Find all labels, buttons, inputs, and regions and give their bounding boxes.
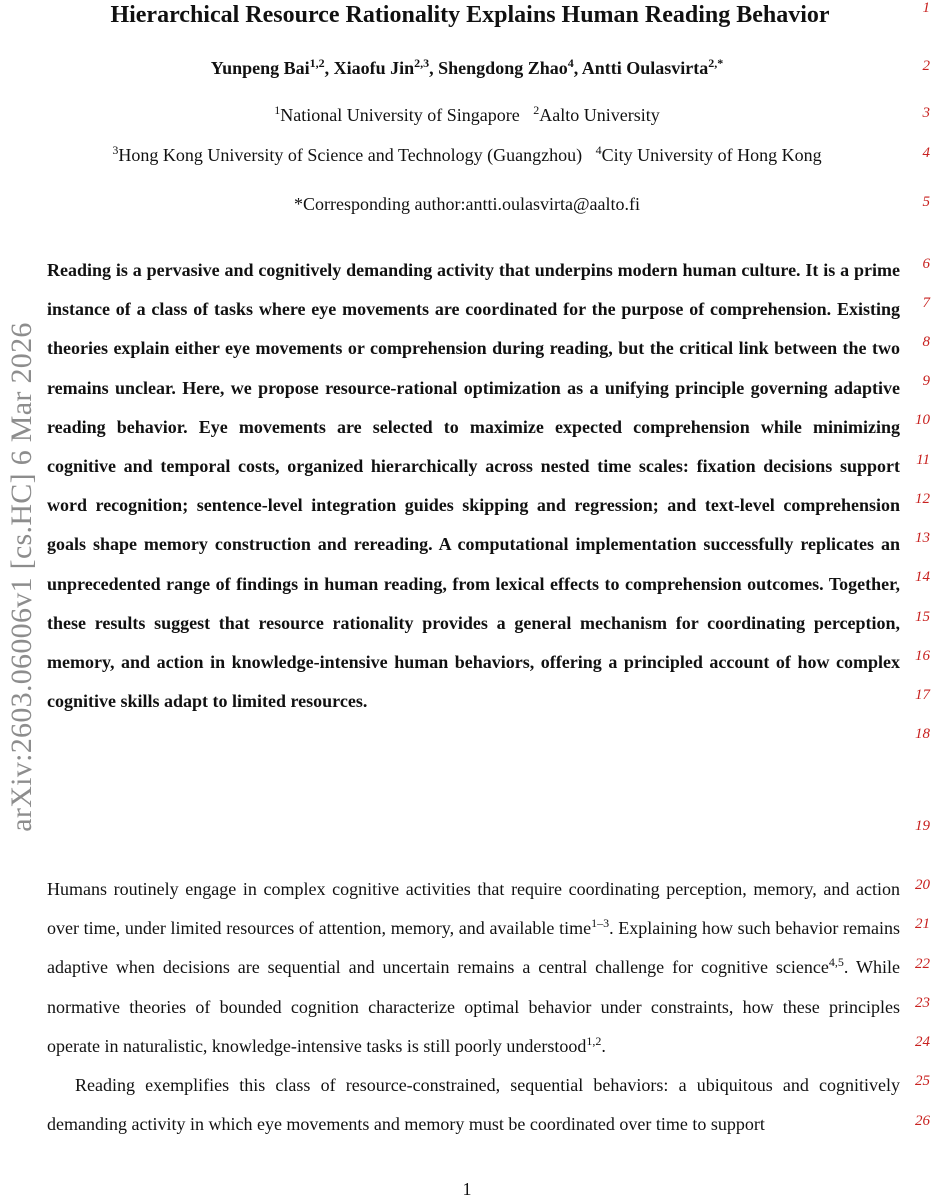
arxiv-id: arXiv:2603.06006v1 [cs.HC] 6 Mar 2026 bbox=[5, 322, 38, 832]
affiliation-mark: 1 bbox=[274, 103, 281, 117]
line-number: 25 bbox=[915, 1073, 930, 1089]
line-number: 20 bbox=[915, 877, 930, 893]
arxiv-stamp bbox=[0, 292, 44, 862]
author-name: Xiaofu Jin bbox=[333, 58, 415, 78]
author-affiliation-mark: 4 bbox=[567, 56, 574, 70]
line-number: 15 bbox=[915, 609, 930, 625]
citation[interactable]: 1–3 bbox=[591, 916, 610, 931]
line-number: 17 bbox=[915, 687, 930, 703]
line-number: 3 bbox=[922, 105, 930, 121]
corresponding-author: *Corresponding author:antti.oulasvirta@aalto.fi bbox=[294, 194, 640, 214]
line-number: 12 bbox=[915, 491, 930, 507]
line-number: 14 bbox=[915, 569, 930, 585]
line-number: 2 bbox=[922, 58, 930, 74]
abstract: Reading is a pervasive and cognitively demanding activity that underpins modern human culture. It is a prime instance of a class of tasks where eye movements are coordinated for the purpose of comprehension. Existing theories explain either eye movements or comprehension during reading, but the critical link between the two remains unclear. Here, we propose resource-rational optimization as a unifying principle governing adaptive reading behavior. Eye movements are selected to maximize expected comprehension while minimizing cognitive and temporal costs, organized hierarchically across nested time scales: fixation decisions support word recognition; sentence-level integration guides skipping and regression; and text-level comprehension goals shape memory construction and rereading. A computational implementation successfully replicates an unprecedented range of findings in human reading, from lexical effects to comprehension outcomes. Together, these results suggest that resource rationality provides a general mechanism for coordinating perception, memory, and action in knowledge-intensive human behaviors, offering a principled account of how complex cognitive skills adapt to limited resources. bbox=[47, 260, 900, 712]
author-name: Antti Oulasvirta bbox=[581, 58, 709, 78]
line-number: 18 bbox=[915, 726, 930, 742]
author-affiliation-mark: 1,2 bbox=[309, 56, 325, 70]
line-number: 9 bbox=[922, 373, 930, 389]
paragraph-text: . bbox=[601, 1035, 606, 1056]
affiliation-mark: 3 bbox=[112, 143, 119, 157]
line-number: 8 bbox=[922, 334, 930, 350]
affiliation-line-2 bbox=[0, 143, 934, 167]
affiliation: Hong Kong University of Science and Technology (Guangzhou) bbox=[118, 145, 583, 165]
line-number: 11 bbox=[916, 452, 930, 468]
line-number: 26 bbox=[915, 1113, 930, 1129]
line-number: 1 bbox=[922, 0, 930, 16]
paragraph-text: . Explaining how such behavior remains adaptive when decisions are sequential and uncertain remains a central challenge for cognitive science bbox=[47, 918, 900, 978]
paragraph-text: . While normative theories of bounded cognition characterize optimal behavior under constraints, how these principles operate in naturalistic, knowledge-intensive tasks is still poorly understood bbox=[47, 957, 900, 1056]
author-name: Shengdong Zhao bbox=[438, 58, 568, 78]
line-number: 7 bbox=[922, 295, 930, 311]
line-number: 19 bbox=[915, 818, 930, 834]
line-number: 22 bbox=[915, 956, 930, 972]
line-number: 10 bbox=[915, 412, 930, 428]
affiliation: National University of Singapore bbox=[280, 105, 520, 125]
body-paragraph: Reading exemplifies this class of resource-constrained, sequential behaviors: a ubiquitous and cognitively demanding activity in which eye movements and memory must be coordinated over time to support bbox=[47, 1075, 900, 1135]
affiliation: City University of Hong Kong bbox=[601, 145, 822, 165]
author-list: Yunpeng Bai$^{1,2}$, Xiaofu Jin$^{2,3}$, Shengdong Zhao$^4$, Antti Oulasvirta$^{2,*}$ bbox=[210, 56, 724, 78]
line-number: 23 bbox=[915, 995, 930, 1011]
affiliation-mark: 4 bbox=[595, 143, 602, 157]
body-paragraph bbox=[47, 870, 900, 1066]
affiliation: Aalto University bbox=[539, 105, 660, 125]
author-name: Yunpeng Bai bbox=[210, 58, 310, 78]
line-number: 4 bbox=[922, 145, 930, 161]
page-number: 1 bbox=[462, 1179, 472, 1199]
line-number: 5 bbox=[922, 194, 930, 210]
line-number: 16 bbox=[915, 648, 930, 664]
line-number: 13 bbox=[915, 530, 930, 546]
line-number: 24 bbox=[915, 1034, 930, 1050]
line-number: 21 bbox=[915, 916, 930, 932]
paper-title: Hierarchical Resource Rationality Explains Human Reading Behavior bbox=[110, 2, 830, 28]
line-number: 6 bbox=[922, 256, 930, 272]
affiliation-mark: 2 bbox=[533, 103, 540, 117]
affiliation-line-1 bbox=[0, 103, 934, 127]
author-affiliation-mark: 2,3 bbox=[414, 56, 430, 70]
citation[interactable]: 1,2 bbox=[586, 1033, 602, 1048]
author-affiliation-mark: 2,* bbox=[708, 56, 724, 70]
paragraph-text: Humans routinely engage in complex cognitive activities that require coordinating perception, memory, and action over time, under limited resources of attention, memory, and available time bbox=[47, 879, 900, 939]
citation[interactable]: 4,5 bbox=[828, 955, 844, 970]
